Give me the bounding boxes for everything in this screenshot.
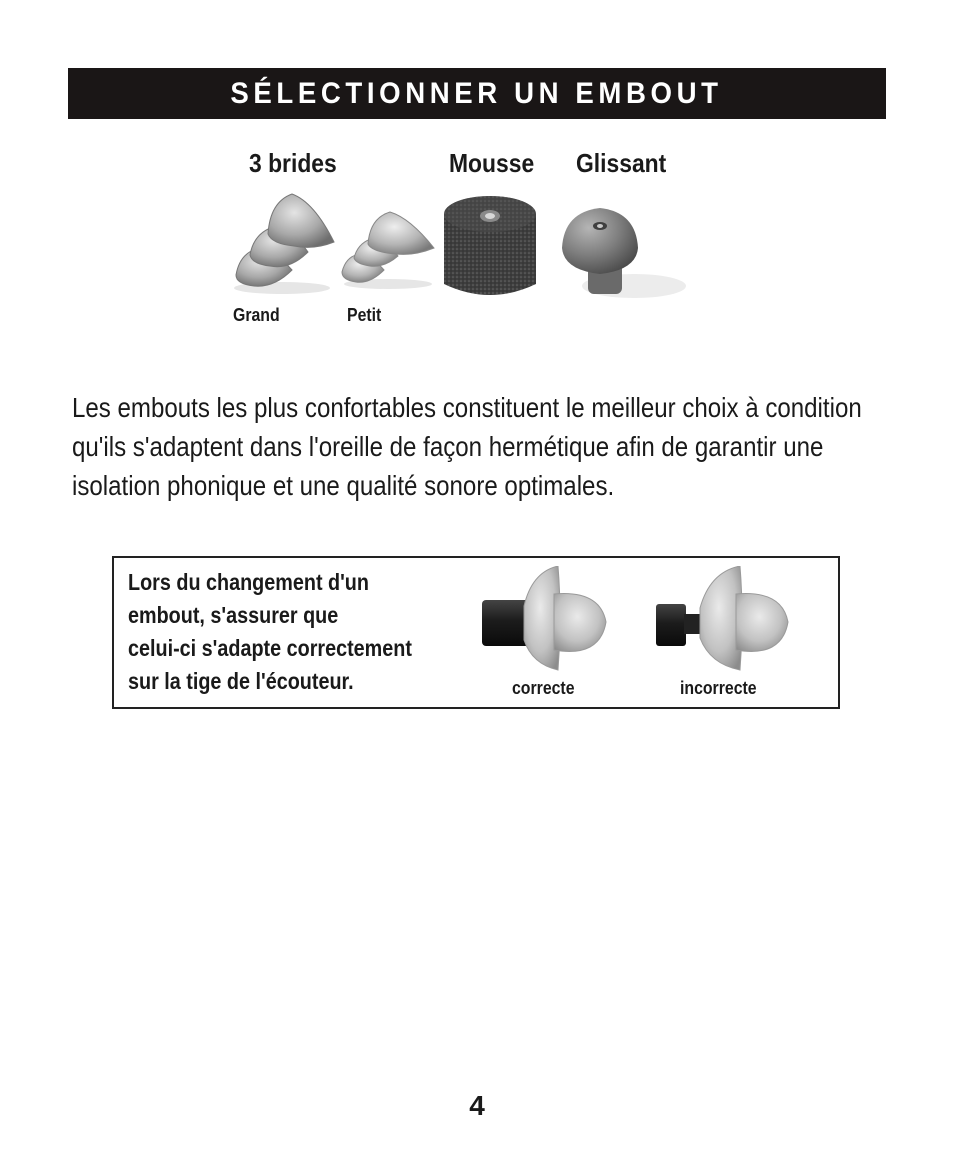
foam-tip-icon — [440, 192, 540, 302]
correct-fit-icon — [480, 566, 612, 674]
label-incorrect: incorrecte — [680, 678, 757, 698]
large-flanged-tip-icon — [226, 190, 338, 298]
body-line: Les embouts les plus confortables constituent le meilleur choix à condition — [72, 392, 862, 423]
small-flanged-tip-icon — [338, 208, 438, 292]
label-glider: Glissant — [576, 148, 667, 178]
note-line: Lors du changement d'un — [128, 569, 369, 595]
label-size-small: Petit — [347, 305, 382, 325]
label-size-large: Grand — [233, 305, 280, 325]
label-foam: Mousse — [449, 148, 535, 178]
section-header — [68, 68, 886, 119]
note-line: sur la tige de l'écouteur. — [128, 668, 354, 694]
fit-note-text — [128, 566, 412, 698]
glider-tip-icon — [558, 204, 688, 304]
page-number: 4 — [469, 1090, 485, 1121]
section-title: SÉLECTIONNER UN EMBOUT — [230, 76, 724, 110]
label-correct: correcte — [512, 678, 575, 698]
label-triple-flange: 3 brides — [249, 148, 337, 178]
body-paragraph — [72, 388, 862, 505]
body-line: isolation phonique et une qualité sonore optimales. — [72, 470, 615, 501]
fit-note-box — [112, 556, 840, 709]
note-line: embout, s'assurer que — [128, 602, 339, 628]
body-line: qu'ils s'adaptent dans l'oreille de façon hermétique afin de garantir une — [72, 431, 824, 462]
incorrect-fit-icon — [654, 566, 794, 674]
note-line: celui-ci s'adapte correctement — [128, 635, 412, 661]
